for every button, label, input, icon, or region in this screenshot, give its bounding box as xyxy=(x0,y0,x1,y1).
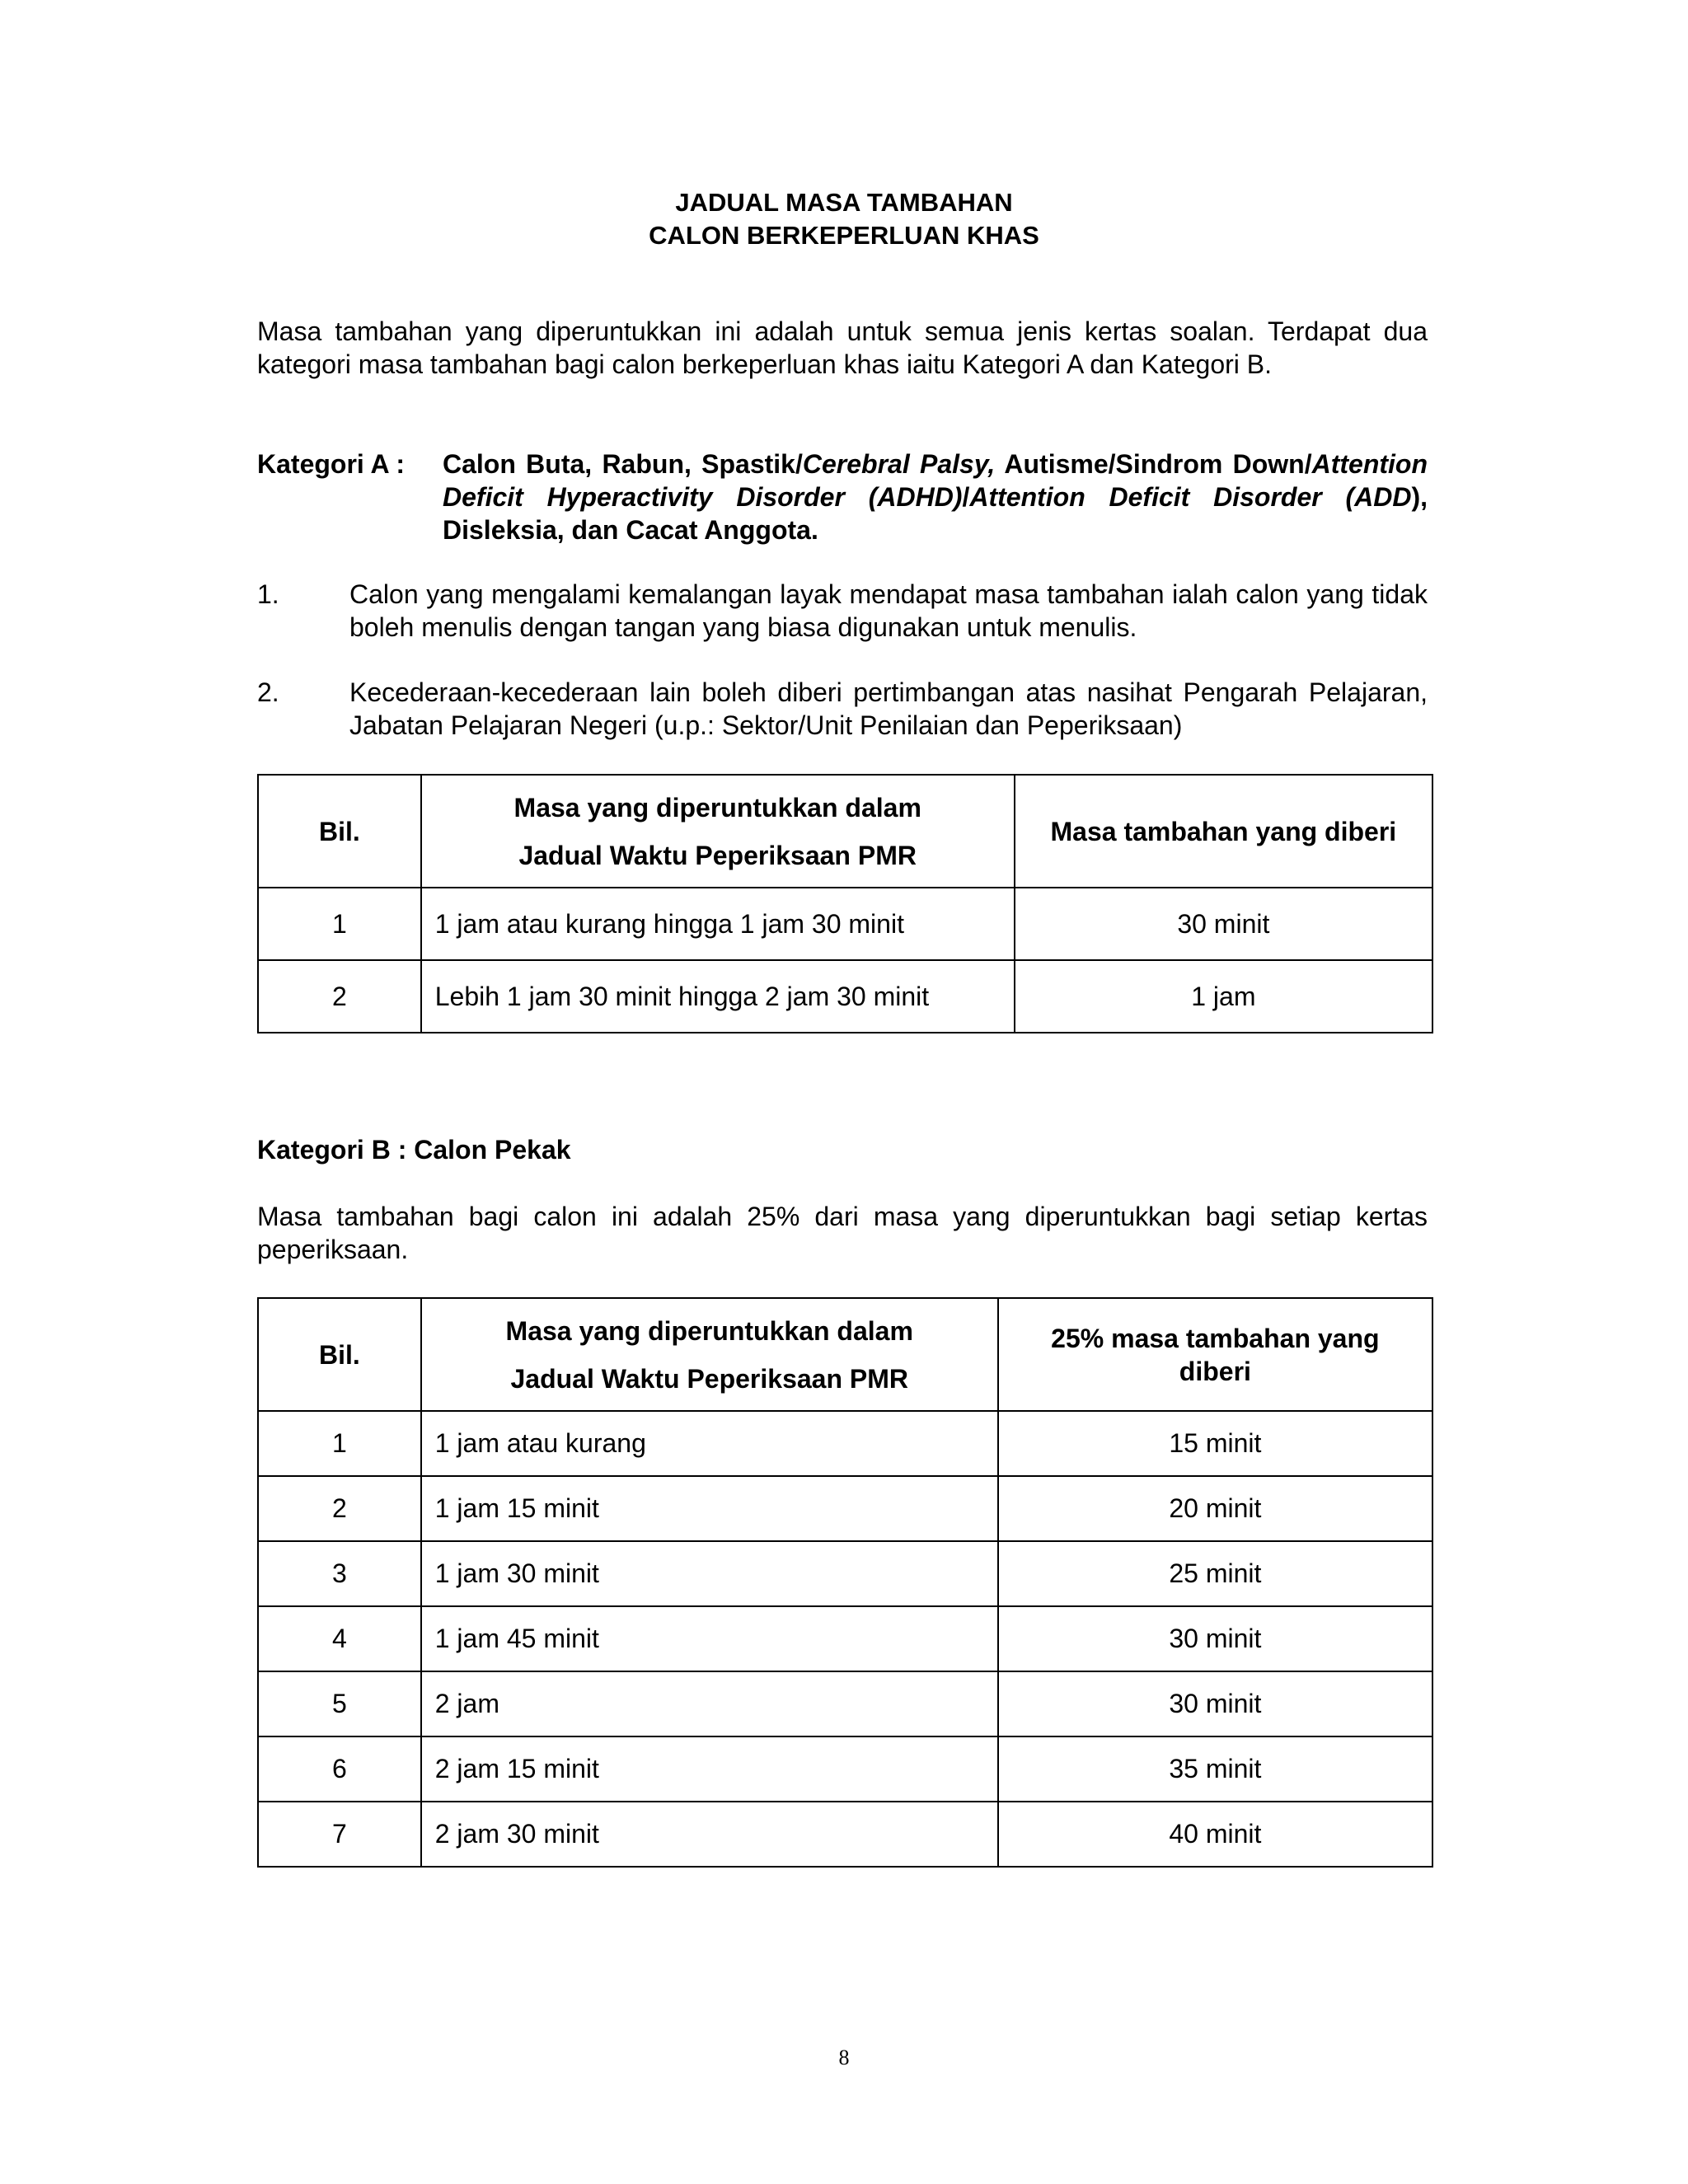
cell-bil: 1 xyxy=(258,888,421,960)
cell-tambahan: 40 minit xyxy=(998,1802,1432,1867)
cell-masa: 1 jam atau kurang hingga 1 jam 30 minit xyxy=(421,888,1015,960)
cell-bil: 1 xyxy=(258,1411,421,1476)
cell-bil: 3 xyxy=(258,1541,421,1606)
header-masa-line-2: Jadual Waktu Peperiksaan PMR xyxy=(510,1363,908,1394)
cell-masa: Lebih 1 jam 30 minit hingga 2 jam 30 minit xyxy=(421,960,1015,1033)
header-bil: Bil. xyxy=(258,775,421,888)
table-row xyxy=(258,888,1432,960)
header-masa-line-1: Masa yang diperuntukkan dalam xyxy=(505,1315,913,1346)
table-header-row xyxy=(258,775,1432,888)
title-line-1: JADUAL MASA TAMBAHAN xyxy=(675,188,1013,217)
cell-tambahan: 15 minit xyxy=(998,1411,1432,1476)
item-number-2: 2. xyxy=(257,677,279,707)
header-masa xyxy=(421,775,1015,888)
cell-masa: 2 jam xyxy=(421,1671,998,1736)
kategori-a-text-5: / xyxy=(962,482,970,512)
cell-tambahan: 35 minit xyxy=(998,1736,1432,1802)
table-row xyxy=(258,1411,1432,1476)
table-row xyxy=(258,1802,1432,1867)
item-number-1: 1. xyxy=(257,579,279,609)
header-bil: Bil. xyxy=(258,1298,421,1411)
kategori-a-text-4: Attention Deficit Hyperactivity Disorder (ADHD) xyxy=(443,449,1428,512)
cell-tambahan: 20 minit xyxy=(998,1476,1432,1541)
kategori-a-text-6: Attention Deficit Disorder (ADD xyxy=(969,482,1412,512)
header-tambahan: Masa tambahan yang diberi xyxy=(1015,775,1432,888)
table-row xyxy=(258,960,1432,1033)
page-title xyxy=(0,186,1688,252)
header-tambahan-line-1: 25% masa tambahan yang xyxy=(1051,1323,1380,1353)
kategori-b-description: Masa tambahan bagi calon ini adalah 25% dari masa yang diperuntukkan bagi setiap kertas peperiksaan. xyxy=(257,1202,1428,1264)
table-row xyxy=(258,1606,1432,1671)
item-text-1: Calon yang mengalami kemalangan layak mendapat masa tambahan ialah calon yang tidak boleh menulis dengan tangan yang biasa digunakan untuk menulis. xyxy=(349,579,1428,642)
cell-bil: 7 xyxy=(258,1802,421,1867)
table-row xyxy=(258,1736,1432,1802)
cell-tambahan: 30 minit xyxy=(1015,888,1432,960)
table-row xyxy=(258,1476,1432,1541)
header-masa xyxy=(421,1298,998,1411)
intro-paragraph: Masa tambahan yang diperuntukkan ini adalah untuk semua jenis kertas soalan. Terdapat dua kategori masa tambahan bagi calon berkeperluan khas iaitu Kategori A dan Kategori B. xyxy=(257,316,1428,379)
kategori-a-text-7: ), Disleksia, dan Cacat Anggota. xyxy=(443,482,1428,545)
cell-masa: 1 jam atau kurang xyxy=(421,1411,998,1476)
page-number: 8 xyxy=(838,2046,850,2069)
header-masa-line-1: Masa yang diperuntukkan dalam xyxy=(513,792,921,823)
table-kategori-a xyxy=(257,774,1433,1033)
cell-bil: 4 xyxy=(258,1606,421,1671)
header-tambahan xyxy=(998,1298,1432,1411)
header-tambahan-line-2: diberi xyxy=(1179,1356,1251,1386)
cell-tambahan: 25 minit xyxy=(998,1541,1432,1606)
cell-tambahan: 30 minit xyxy=(998,1606,1432,1671)
item-text-2: Kecederaan-kecederaan lain boleh diberi pertimbangan atas nasihat Pengarah Pelajaran, Jabatan Pelajaran Negeri (u.p.: Sektor/Unit Penilaian dan Peperiksaan) xyxy=(349,677,1428,740)
kategori-a-description xyxy=(443,448,1428,546)
table-row xyxy=(258,1671,1432,1736)
cell-masa: 2 jam 15 minit xyxy=(421,1736,998,1802)
cell-tambahan: 1 jam xyxy=(1015,960,1432,1033)
kategori-b-label: Kategori B : Calon Pekak xyxy=(257,1135,571,1165)
kategori-a-text-2: Cerebral Palsy, xyxy=(802,449,996,479)
kategori-a-text-1: Calon Buta, Rabun, Spastik/ xyxy=(443,449,803,479)
cell-tambahan: 30 minit xyxy=(998,1671,1432,1736)
cell-bil: 2 xyxy=(258,960,421,1033)
table-row xyxy=(258,1541,1432,1606)
cell-bil: 5 xyxy=(258,1671,421,1736)
kategori-a-label: Kategori A : xyxy=(257,449,405,479)
table-header-row xyxy=(258,1298,1432,1411)
kategori-a-text-3: Autisme/Sindrom Down/ xyxy=(995,449,1312,479)
header-masa-line-2: Jadual Waktu Peperiksaan PMR xyxy=(518,840,917,870)
cell-bil: 2 xyxy=(258,1476,421,1541)
cell-masa: 1 jam 45 minit xyxy=(421,1606,998,1671)
cell-bil: 6 xyxy=(258,1736,421,1802)
cell-masa: 1 jam 15 minit xyxy=(421,1476,998,1541)
cell-masa: 1 jam 30 minit xyxy=(421,1541,998,1606)
title-line-2: CALON BERKEPERLUAN KHAS xyxy=(649,221,1039,250)
table-kategori-b xyxy=(257,1297,1433,1868)
cell-masa: 2 jam 30 minit xyxy=(421,1802,998,1867)
